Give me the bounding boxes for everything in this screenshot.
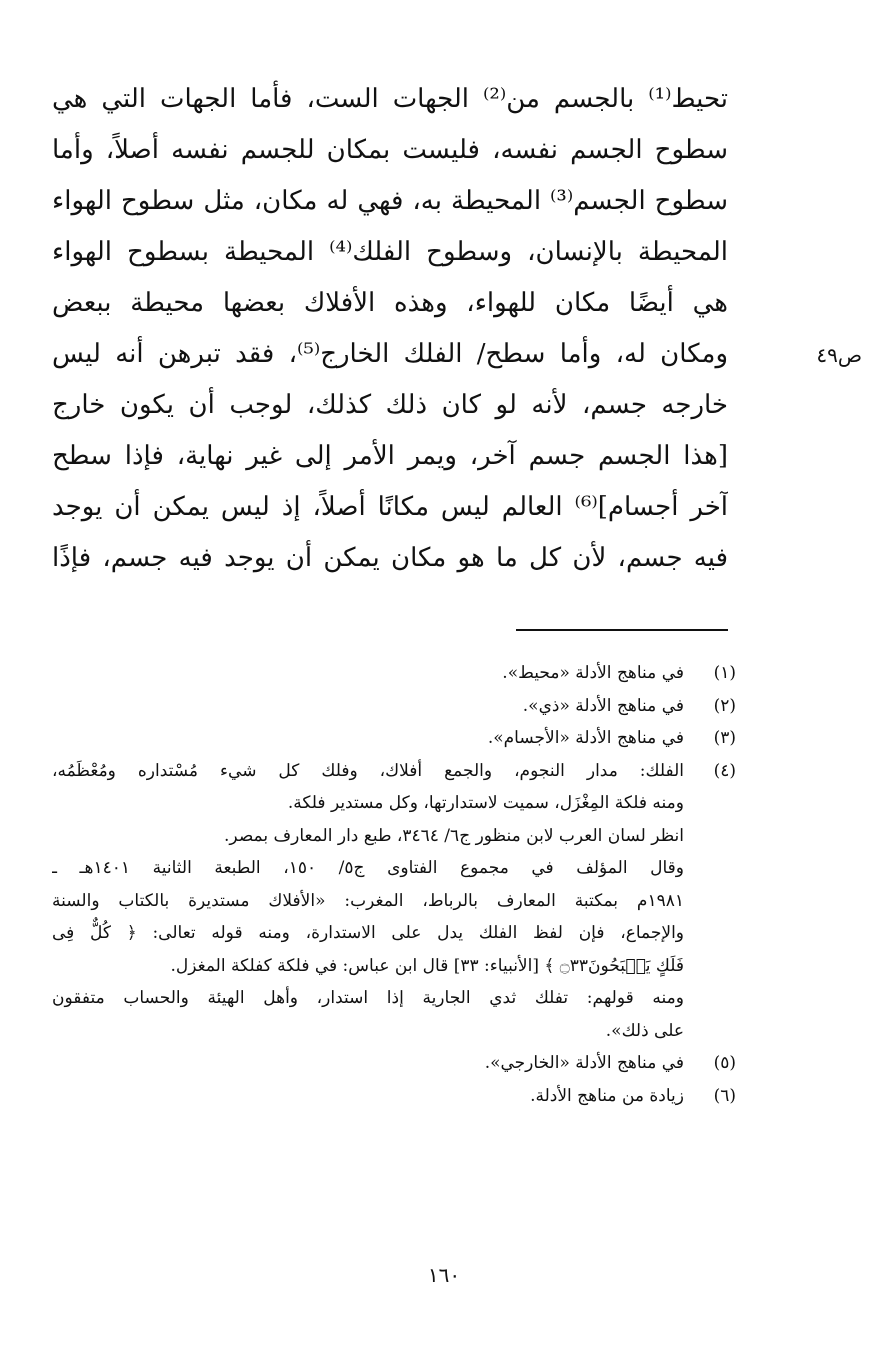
footnote-line: وقال المؤلف في مجموع الفتاوى ج٥/ ١٥٠، الطبعة الثانية ١٤٠١هـ ـ (52, 858, 684, 878)
footnote-text (52, 755, 684, 1048)
main-text-line: تحيط⁽¹⁾ بالجسم من⁽²⁾ الجهات الست، فأما الجهات التي هي (52, 84, 728, 114)
footnote-1 (52, 657, 736, 690)
main-text-line: خارجه جسم، لأنه لو كان ذلك كذلك، لوجب أن يكون خارج (52, 390, 728, 420)
footnote-separator (516, 629, 728, 631)
footnote-line: انظر لسان العرب لابن منظور ج٦/ ٣٤٦٤، طبع دار المعارف بمصر. (224, 825, 684, 846)
footnote-line: زيادة من مناهج الأدلة. (530, 1085, 684, 1106)
footnotes-section (52, 657, 736, 1112)
footnote-4 (52, 755, 736, 1048)
main-text-line: سطوح الجسم نفسه، فليست بمكان للجسم نفسه أصلاً، وأما (52, 135, 728, 165)
main-text-line: المحيطة بالإنسان، وسطوح الفلك⁽⁴⁾ المحيطة بسطوح الهواء (52, 237, 728, 267)
footnote-line: في مناهج الأدلة «ذي». (522, 695, 684, 716)
footnote-number: (٤) (713, 760, 736, 781)
footnote-line: ومنه فلكة المِغْزَل، سميت لاستدارتها، وكل مستدير فلكة. (287, 793, 684, 813)
footnote-text (52, 1080, 684, 1113)
main-text-line: فيه جسم، لأن كل ما هو مكان يمكن أن يوجد فيه جسم، فإذًا (52, 543, 728, 573)
footnote-number: (٢) (713, 695, 736, 716)
footnote-number: (١) (713, 663, 736, 683)
footnote-line: ومنه قولهم: تفلك ثدي الجارية إذا استدار، وأهل الهيئة والحساب متفقون (52, 988, 684, 1008)
footnote-text (52, 1047, 684, 1080)
footnote-number: (٣) (713, 728, 736, 748)
footnote-line: فَلَكٍ يَسۡبَحُونَ۝٣٣ ﴾ [الأنبياء: ٣٣] قال ابن عباس: في فلكة كفلكة المغزل. (170, 955, 684, 976)
footnote-text (52, 690, 684, 723)
footnote-6 (52, 1080, 736, 1113)
footnote-5 (52, 1047, 736, 1080)
footnote-text (52, 722, 684, 755)
footnote-2 (52, 690, 736, 723)
margin-page-reference: ص٤٩ (816, 343, 862, 367)
footnote-text (52, 657, 684, 690)
footnote-3 (52, 722, 736, 755)
main-text-line: [هذا الجسم جسم آخر، ويمر الأمر إلى غير نهاية، فإذا سطح (52, 441, 728, 471)
main-text-line: سطوح الجسم⁽³⁾ المحيطة به، فهي له مكان، مثل سطوح الهواء (52, 186, 728, 216)
main-text-line: ومكان له، وأما سطح/ الفلك الخارج⁽⁵⁾، فقد تبرهن أنه ليس (52, 339, 728, 369)
footnote-line: الفلك: مدار النجوم، والجمع أفلاك، وفلك كل شيء مُسْتداره ومُعْظَمُه، (52, 760, 684, 781)
footnote-line: في مناهج الأدلة «الأجسام». (487, 728, 684, 748)
footnote-line: في مناهج الأدلة «محيط». (502, 663, 684, 683)
footnote-number: (٦) (713, 1085, 736, 1106)
footnote-number: (٥) (713, 1053, 736, 1073)
main-text-line: آخر أجسام]⁽⁶⁾ العالم ليس مكانًا أصلاً، إذ ليس يمكن أن يوجد (52, 492, 728, 522)
footnote-line: على ذلك». (605, 1020, 684, 1041)
footnote-line: والإجماع، فإن لفظ الفلك يدل على الاستدارة، ومنه قوله تعالى: ﴿ كُلٌّ فِى (52, 923, 684, 943)
page-number: ١٦٠ (427, 1263, 461, 1287)
main-text-line: هي أيضًا مكان للهواء، وهذه الأفلاك بعضها محيطة ببعض (52, 288, 728, 318)
main-text-block (52, 74, 728, 584)
footnote-line: ١٩٨١م بمكتبة المعارف بالرباط، المغرب: «الأفلاك مستديرة بالكتاب والسنة (52, 890, 684, 911)
footnote-line: في مناهج الأدلة «الخارجي». (484, 1053, 684, 1073)
